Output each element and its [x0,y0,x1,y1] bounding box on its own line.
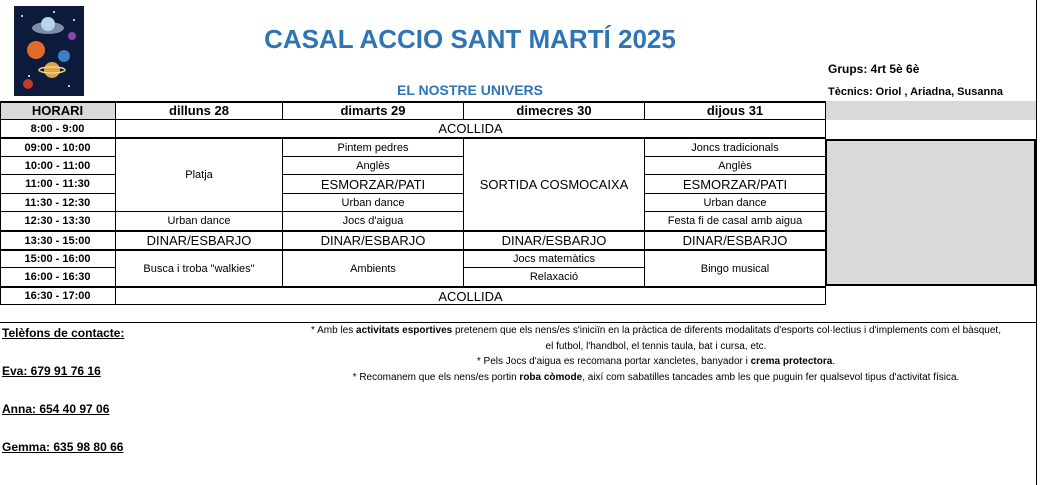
dimecres-relaxacio: Relaxació [529,271,579,283]
acollida-morning: ACOLLIDA [438,121,503,136]
tecnics-label: Tècnics: Oriol , Ariadna, Susanna [828,86,1004,98]
universe-logo [14,6,84,96]
time-slot: 11:30 - 12:30 [24,196,91,209]
contact-anna: Anna: 654 40 97 06 [2,402,110,416]
dimecres-sortida: SORTIDA COSMOCAIXA [479,177,629,192]
time-slot: 16:30 - 17:00 [24,290,91,302]
page-subtitle: EL NOSTRE UNIVERS [397,82,543,98]
dimarts-dinar: DINAR/ESBARJO [320,233,426,248]
header-horari: HORARI [31,103,84,118]
time-slot: 10:00 - 11:00 [24,159,91,172]
dimarts-pintem: Pintem pedres [337,141,409,154]
dijous-dinar: DINAR/ESBARJO [682,233,788,248]
acollida-evening: ACOLLIDA [438,288,503,304]
groups-label: Grups: 4rt 5è 6è [828,62,920,76]
contact-eva: Eva: 679 91 76 16 [2,364,101,378]
dijous-urban-dance: Urban dance [703,196,767,209]
time-slot: 09:00 - 10:00 [24,141,91,154]
header-dimecres: dimecres 30 [516,103,592,118]
dijous-bingo: Bingo musical [700,262,770,275]
gray-band [825,101,1037,120]
dimarts-jocs-aigua: Jocs d'aigua [342,215,404,227]
dijous-joncs: Joncs tradicionals [691,141,779,154]
note-water-games: * Pels Jocs d'aigua es recomana portar xancletes, banyador i crema protectora. [476,356,836,367]
gray-box [825,139,1036,286]
dijous-esmorzar: ESMORZAR/PATI [682,176,788,192]
dimarts-esmorzar: ESMORZAR/PATI [320,176,426,192]
time-slot: 15:00 - 16:00 [24,253,91,265]
dimecres-dinar: DINAR/ESBARJO [501,233,607,248]
dimarts-urban-dance: Urban dance [341,196,405,209]
dilluns-platja: Platja [185,169,213,181]
note-clothing: * Recomanem que els nens/es portin roba còmode, així com sabatilles tancades amb les que puguin fer qualsevol tipus d'activitat física. [352,372,960,383]
dijous-festa: Festa fi de casal amb aigua [667,215,803,227]
dilluns-busca: Busca i troba "walkies" [143,262,255,275]
note-sports: * Amb les activitats esportives pretenem que els nens/es s'iniciïn en la pràctica de diferents modalitats d'esports col·lectius i d'implements com el bàsquet, el futbol, l'handbol, el tennis taula, bat i cursa, etc. [311,325,1001,352]
time-slot: 8:00 - 9:00 [30,122,85,135]
dimarts-angles: Anglès [356,159,390,172]
header-dijous: dijous 31 [706,103,764,118]
dimarts-ambients: Ambients [350,262,396,275]
time-slot: 13:30 - 15:00 [24,234,91,247]
time-slot: 16:00 - 16:30 [24,271,91,283]
dijous-angles: Anglès [718,159,752,172]
time-slot: 12:30 - 13:30 [24,215,91,227]
page-title: CASAL ACCIO SANT MARTÍ 2025 [264,24,676,54]
dimecres-jocs-matematics: Jocs matemàtics [513,253,595,265]
dilluns-urban-dance: Urban dance [167,215,231,227]
header-dimarts: dimarts 29 [340,103,406,118]
contacts-title: Telèfons de contacte: [2,326,125,340]
dilluns-dinar: DINAR/ESBARJO [146,233,252,248]
contact-gemma: Gemma: 635 98 80 66 [2,440,124,454]
time-slot: 11:00 - 11:30 [25,178,90,190]
header-dilluns: dilluns 28 [169,103,229,118]
